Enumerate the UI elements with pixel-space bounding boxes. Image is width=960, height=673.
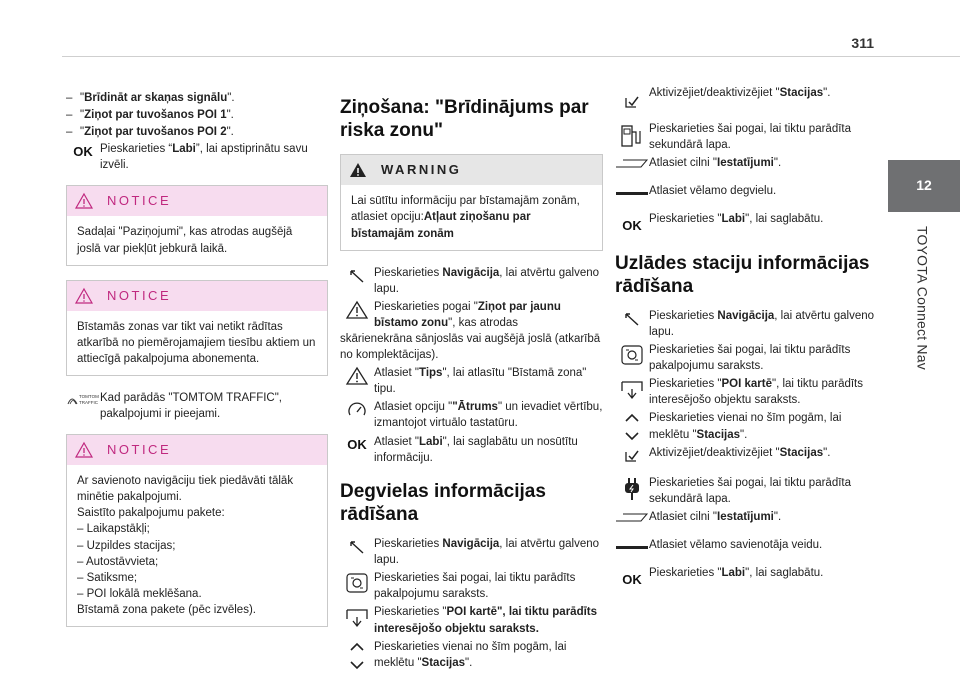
ok-icon: OK bbox=[73, 144, 93, 160]
section-heading: Ziņošana: "Brīdinājums par riska zonu" bbox=[340, 97, 589, 142]
chapter-tab[interactable]: 12 bbox=[888, 160, 960, 212]
header-rule bbox=[62, 56, 960, 57]
hazard-triangle-icon bbox=[346, 367, 368, 385]
chevron-up-icon bbox=[623, 412, 641, 424]
notice-label: NOTICE bbox=[107, 442, 172, 458]
chevron-up-icon bbox=[348, 641, 366, 653]
step: Aktivizējiet/deaktivizējiet "Stacijas". bbox=[615, 85, 877, 109]
warning-triangle-icon bbox=[75, 442, 93, 458]
step: Pieskarieties Navigācija, lai atvērtu galveno lapu. bbox=[615, 308, 877, 340]
step: Pieskarieties "POI kartē", lai tiktu parādīts interesējošo objektu saraksts. bbox=[615, 376, 877, 408]
notice-label: NOTICE bbox=[107, 287, 172, 303]
settings-tab-icon bbox=[615, 511, 649, 523]
ok-step: OK Pieskarieties “Labi”, lai apstiprinātu savu izvēli. bbox=[73, 143, 308, 172]
notice-box bbox=[66, 185, 328, 265]
charging-plug-icon bbox=[621, 477, 643, 501]
chevron-down-icon bbox=[348, 659, 366, 671]
chevron-down-icon bbox=[623, 430, 641, 442]
step: Atlasiet vēlamo degvielu. bbox=[615, 183, 877, 199]
column-1 bbox=[66, 90, 328, 641]
warning-text: Lai sūtītu informāciju par bīstamajām zonām, atlasiet opciju:Atļaut ziņošanu par bīstamajām zonām bbox=[351, 195, 580, 240]
poi-map-icon bbox=[620, 378, 644, 400]
notice-label: NOTICE bbox=[107, 193, 172, 209]
hazard-triangle-icon bbox=[346, 301, 368, 319]
step: OK Pieskarieties "Labi", lai saglabātu. bbox=[615, 565, 877, 589]
ok-icon: OK bbox=[622, 218, 642, 234]
selection-bar-icon bbox=[615, 545, 649, 551]
navigation-icon bbox=[623, 310, 641, 328]
ok-icon: OK bbox=[622, 572, 642, 588]
step: Atlasiet "Tips", lai atlasītu "Bīstamā zona" tipu. bbox=[340, 365, 603, 397]
poi-map-icon bbox=[345, 606, 369, 628]
step: Pieskarieties vienai no šīm pogām, lai meklētu "Stacijas". bbox=[615, 410, 877, 442]
checkbox-icon bbox=[624, 95, 640, 109]
step: Pieskarieties Navigācija, lai atvērtu galveno lapu. bbox=[340, 265, 603, 297]
svg-text:TOMTOM: TOMTOM bbox=[79, 393, 99, 399]
step: Atlasiet cilni "Iestatījumi". bbox=[615, 155, 877, 171]
warning-triangle-icon bbox=[75, 288, 93, 304]
svg-text:TRAFFIC: TRAFFIC bbox=[79, 399, 98, 405]
option-list bbox=[66, 90, 328, 140]
chapter-title: TOYOTA Connect Nav bbox=[914, 226, 931, 370]
tomtom-traffic-logo-icon bbox=[67, 392, 99, 406]
speedometer-icon bbox=[347, 401, 367, 419]
section-heading: Uzlādes staciju informācijas rādīšana bbox=[615, 252, 870, 297]
tomtom-step: TOMTOM TRAFFIC Kad parādās "TOMTOM TRAFFIC", pakalpojumi ir pieejami. bbox=[66, 390, 328, 422]
step: Aktivizējiet/deaktivizējiet "Stacijas". bbox=[615, 445, 877, 463]
step: Atlasiet vēlamo savienotāja veidu. bbox=[615, 537, 877, 553]
step: Pieskarieties šai pogai, lai tiktu parādīts pakalpojumu saraksts. bbox=[340, 570, 603, 602]
step: Pieskarieties Navigācija, lai atvērtu galveno lapu. bbox=[340, 536, 603, 568]
step: Pieskarieties šai pogai, lai tiktu parādīts pakalpojumu saraksts. bbox=[615, 342, 877, 374]
navigation-icon bbox=[348, 267, 366, 285]
notice-text: Bīstamās zonas var tikt vai netikt rādītas atkarībā no piemērojamajiem tiesību aktiem un attiecīgā pakalpojuma abonementa. bbox=[77, 320, 316, 365]
step: Atlasiet opciju ""Ātrums" un ievadiet vērtību, izmantojot virtuālo tastatūru. bbox=[340, 399, 603, 431]
step: Pieskarieties šai pogai, lai tiktu parādīta sekundārā lapa. bbox=[615, 121, 877, 153]
list-item: – "Ziņot par tuvošanos POI 2". bbox=[66, 126, 234, 139]
fuel-station-settings-icon bbox=[619, 123, 645, 149]
list-item: – "Brīdināt ar skaņas signālu". bbox=[66, 92, 235, 104]
services-list-icon bbox=[620, 344, 644, 366]
page-number: 311 bbox=[851, 35, 874, 51]
column-3 bbox=[615, 85, 877, 591]
notice-box bbox=[66, 280, 328, 376]
warning-box bbox=[340, 154, 603, 250]
warning-triangle-icon bbox=[75, 193, 93, 209]
notice-box bbox=[66, 434, 328, 627]
step: OK Pieskarieties "Labi", lai saglabātu. bbox=[615, 211, 877, 235]
warning-label: WARNING bbox=[381, 162, 462, 178]
step: Pieskarieties vienai no šīm pogām, lai meklētu "Stacijas". bbox=[340, 639, 603, 671]
selection-bar-icon bbox=[615, 191, 649, 197]
step: Atlasiet cilni "Iestatījumi". bbox=[615, 509, 877, 525]
warning-triangle-icon bbox=[349, 162, 367, 178]
checkbox-icon bbox=[624, 449, 640, 463]
settings-tab-icon bbox=[615, 157, 649, 169]
section-heading: Degvielas informācijas rādīšana bbox=[340, 480, 546, 525]
step: Pieskarieties "POI kartē", lai tiktu parādīts interesējošo objektu saraksts. bbox=[340, 604, 603, 636]
column-2 bbox=[340, 90, 603, 673]
notice-text: Sadaļai "Paziņojumi", kas atrodas augšējā joslā var piekļūt jebkurā laikā. bbox=[77, 226, 293, 255]
step-continuation: skārienekrāna sānjoslās vai augšējā joslā (atkarībā no komplektācijas). bbox=[340, 333, 601, 362]
list-item: – "Ziņot par tuvošanos POI 1". bbox=[66, 109, 234, 122]
step: Pieskarieties pogai "Ziņot par jaunu bīstamo zonu", kas atrodas bbox=[340, 299, 603, 331]
step: OK Atlasiet "Labi", lai saglabātu un nosūtītu informāciju. bbox=[347, 435, 578, 464]
services-list-icon bbox=[345, 572, 369, 594]
navigation-icon bbox=[348, 538, 366, 556]
ok-icon: OK bbox=[347, 436, 367, 452]
notice-text: Ar savienoto navigāciju tiek piedāvāti tālāk minētie pakalpojumi. Saistīto pakalpojumu pakete: – Laikapstākļi; – Uzpildes stacijas; – Autostāvvieta; – Satiksme; – POI lokālā meklēšana. Bīstamā zona pakete (pēc izvēles). bbox=[77, 475, 294, 616]
step: Pieskarieties šai pogai, lai tiktu parādīta sekundārā lapa. bbox=[615, 475, 877, 507]
